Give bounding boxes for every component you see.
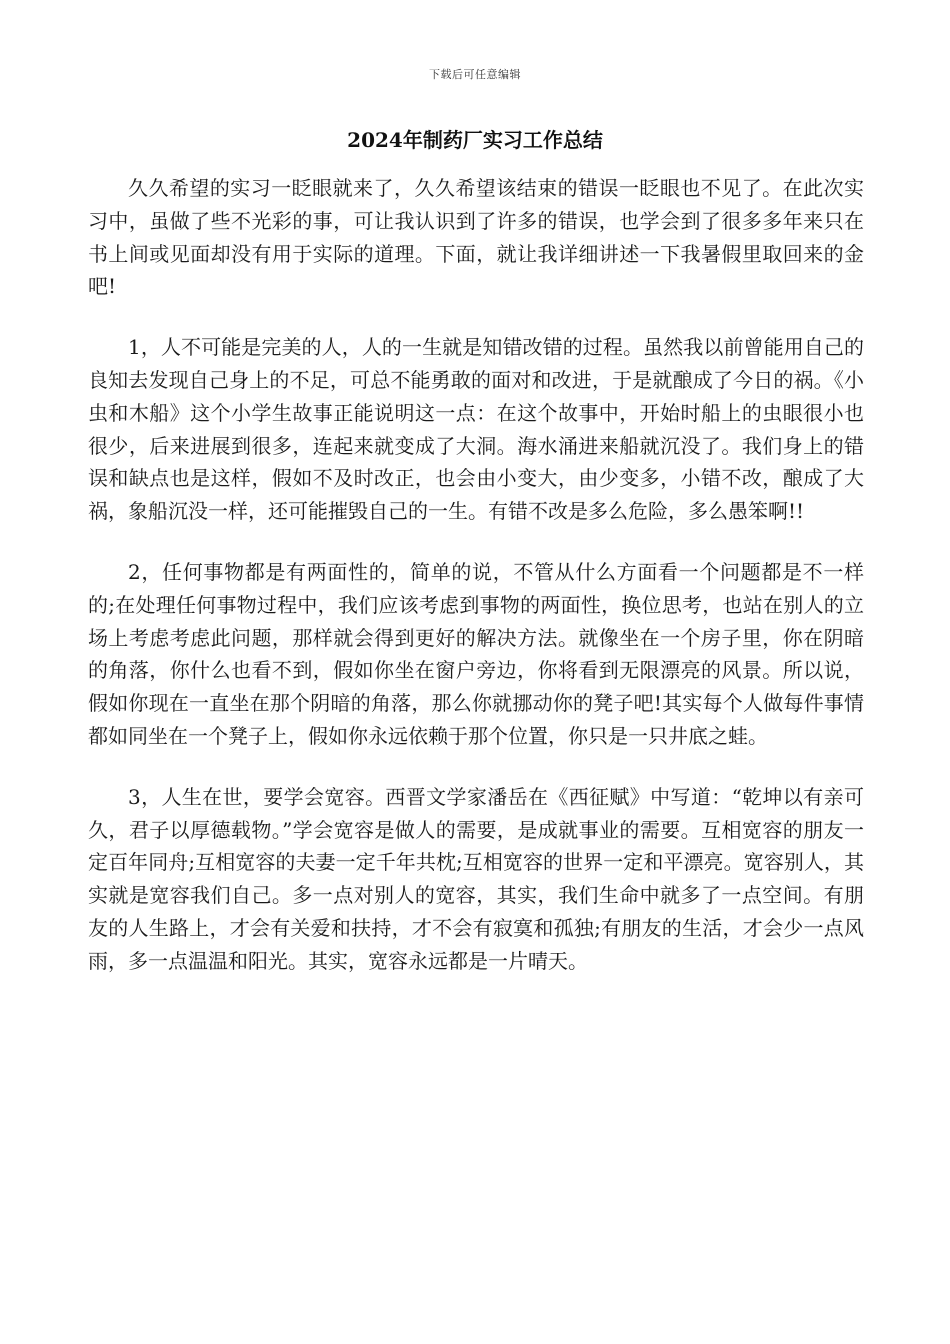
document-title: 2024年制药厂实习工作总结 xyxy=(347,128,603,152)
header-note: 下载后可任意编辑 xyxy=(429,68,521,81)
paragraph-intro: 久久希望的实习一眨眼就来了，久久希望该结束的错误一眨眼也不见了。在此次实习中，虽做了些不光彩的事，可让我认识到了许多的错误，也学会到了很多多年来只在书上间或见面却没有用于实际的道理。下面，就让我详细讲述一下我暑假里取回来的金吧! xyxy=(88,176,864,299)
paragraph-point-3: 3，人生在世，要学会宽容。西晋文学家潘岳在《西征赋》中写道：“乾坤以有亲可久，君子以厚德载物。”学会宽容是做人的需要，是成就事业的需要。互相宽容的朋友一定百年同舟;互相宽容的夫妻一定千年共枕;互相宽容的世界一定和平漂亮。宽容别人，其实就是宽容我们自己。多一点对别人的宽容，其实，我们生命中就多了一点空间。有朋友的人生路上，才会有关爱和扶持，才不会有寂寞和孤独;有朋友的生活，才会少一点风雨，多一点温温和阳光。其实，宽容永远都是一片晴天。 xyxy=(88,784,864,973)
paragraph-point-2: 2，任何事物都是有两面性的，简单的说，不管从什么方面看一个问题都是不一样的;在处理任何事物过程中，我们应该考虑到事物的两面性，换位思考，也站在别人的立场上考虑考虑此问题，那样就会得到更好的解决方法。就像坐在一个房子里，你在阴暗的角落，你什么也看不到，假如你坐在窗户旁边，你将看到无限漂亮的风景。所以说，假如你现在一直坐在那个阴暗的角落，那么你就挪动你的凳子吧!其实每个人做每件事情都如同坐在一个凳子上，假如你永远依赖于那个位置，你只是一只井底之蛙。 xyxy=(88,559,864,748)
document-body xyxy=(88,172,864,1006)
paragraph-point-1: 1，人不可能是完美的人，人的一生就是知错改错的过程。虽然我以前曾能用自己的良知去发现自己身上的不足，可总不能勇敢的面对和改进，于是就酿成了今日的祸。《小虫和木船》这个小学生故事正能说明这一点：在这个故事中，开始时船上的虫眼很小也很少，后来进展到很多，连起来就变成了大洞。海水涌进来船就沉没了。我们身上的错误和缺点也是这样，假如不及时改正，也会由小变大，由少变多，小错不改，酿成了大祸，象船沉没一样，还可能摧毁自己的一生。有错不改是多么危险，多么愚笨啊!! xyxy=(88,335,864,524)
